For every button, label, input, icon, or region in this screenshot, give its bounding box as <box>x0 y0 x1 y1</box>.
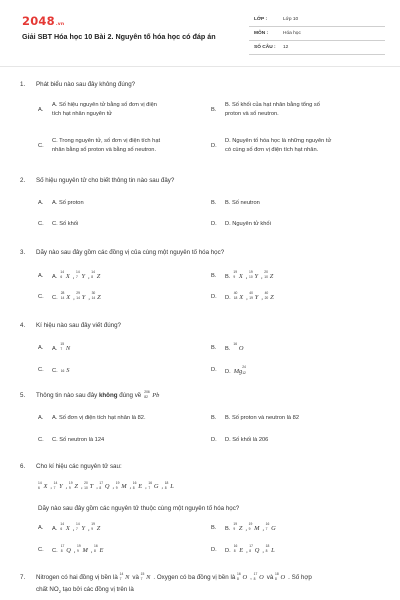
nuclide-symbol <box>249 524 260 533</box>
element-symbol: Y <box>254 294 259 301</box>
atomic-number: 8 <box>99 486 102 491</box>
nuclide-symbol <box>84 483 93 490</box>
option-prefix: C. <box>52 295 58 301</box>
option-prefix: C. <box>52 368 58 374</box>
nuclide-symbol <box>77 546 88 555</box>
nuclide-symbol <box>76 293 85 302</box>
element-symbol: Q <box>66 547 71 554</box>
nuclide-list: 19 9 X , 19 10 Y , 20 10 Z <box>233 270 274 280</box>
option-label: B. <box>211 345 217 351</box>
atomic-number: 7 <box>265 527 268 532</box>
page-title: Giải SBT Hóa học 10 Bài 2. Nguyên tố hóa học có đáp án <box>22 32 216 41</box>
option-prefix: B. <box>225 346 231 352</box>
option-text: nhân bằng số proton và bằng số neutron. <box>52 147 157 153</box>
meta-key: SỐ CÂU : <box>254 45 276 50</box>
element-symbol: O <box>238 345 244 352</box>
element-symbol: O <box>242 574 248 581</box>
element-symbol: X <box>43 483 48 490</box>
atomic-number: 8 <box>91 275 94 280</box>
element-symbol: Z <box>96 525 101 532</box>
mass-number: 24 <box>242 365 246 369</box>
option-label: D. <box>211 367 217 373</box>
nuclide <box>60 342 73 352</box>
mass-number: 20 <box>84 481 88 485</box>
nuclide-symbol <box>234 293 243 302</box>
logo-tld: .vn <box>55 21 65 27</box>
option-prefix: D. <box>225 369 231 375</box>
q6-nuclide-list <box>38 483 177 490</box>
option-label: A. <box>38 200 44 206</box>
element-symbol: Q <box>104 483 110 490</box>
atomic-number: 8 <box>132 486 135 491</box>
element-symbol: Z <box>270 294 274 301</box>
element-symbol: Q <box>254 547 260 554</box>
nuclide-symbol <box>141 574 151 581</box>
mass-number: 16 <box>233 544 238 548</box>
atomic-number: 6 <box>60 275 63 280</box>
atomic-number: 7 <box>119 577 122 582</box>
question-text: Phát biểu nào sau đây không đúng? <box>36 81 136 88</box>
question-text: chất NO <box>36 586 59 593</box>
nuclide-symbol <box>69 483 78 490</box>
option-label: C. <box>38 437 44 443</box>
option-label: D. <box>211 221 217 227</box>
question-number: 2. <box>20 177 26 184</box>
nuclide-symbol <box>249 293 258 302</box>
mass-number: 14 <box>60 522 65 526</box>
nuclide-symbol <box>249 546 259 555</box>
nuclide <box>233 342 246 352</box>
nuclide-symbol <box>233 344 243 353</box>
element-symbol: Z <box>238 525 243 532</box>
element-symbol: G <box>153 483 159 490</box>
atomic-number: 9 <box>77 549 79 554</box>
mass-number: 29 <box>76 291 80 295</box>
option-text: B. Số neutron <box>225 200 260 206</box>
option-prefix: D. <box>225 548 231 554</box>
mass-number: 16 <box>233 342 238 346</box>
mass-number: 19 <box>233 270 238 274</box>
nuclide-symbol <box>275 574 285 581</box>
option-text: D. Số khối là 206 <box>225 437 269 443</box>
option-text: có cùng số đơn vị điện tích hạt nhân. <box>225 147 319 153</box>
nuclide-symbol <box>120 574 130 581</box>
question-text: Kí hiệu nào sau đây viết đúng? <box>36 322 121 329</box>
nuclide-list: 19 9 Z , 19 9 M , 16 7 G <box>233 522 276 532</box>
option-label: A. <box>38 415 44 421</box>
atomic-number: 14 <box>76 296 80 301</box>
nuclide-symbol <box>265 293 274 302</box>
option-label: A. <box>38 525 44 531</box>
atomic-number: 8 <box>164 486 167 491</box>
question-7-line-2 <box>36 586 134 594</box>
element-symbol: Y <box>81 294 86 301</box>
nuclide-list: 17 8 Q , 19 9 M , 16 8 E <box>60 544 104 554</box>
option-label: C. <box>38 547 44 553</box>
atomic-number: 19 <box>249 296 253 301</box>
question-text: tạo bởi các đồng vị trên là <box>60 586 134 593</box>
question-number: 3. <box>20 249 26 256</box>
nuclide-symbol <box>249 272 258 281</box>
option-text: C. Số neutron là 124 <box>52 437 105 443</box>
atomic-number: 8 <box>249 549 252 554</box>
nuclide-list: 40 18 X , 40 19 Y , 40 20 Z <box>233 291 274 301</box>
option-prefix: B. <box>225 526 231 532</box>
mass-number: 14 <box>38 481 42 485</box>
option-text: C. Trong nguyên tử, số đơn vị điện tích hạt <box>52 138 161 144</box>
mass-number: 14 <box>75 270 80 274</box>
element-symbol: S <box>66 367 70 374</box>
question-4 <box>20 322 121 329</box>
option-label: B. <box>211 415 217 421</box>
option-label: A. <box>38 345 44 351</box>
element-symbol: X <box>65 525 70 532</box>
option-label: D. <box>211 547 217 553</box>
question-text: Nitrogen có hai đồng vị bền là <box>36 574 118 581</box>
atomic-number: 14 <box>60 296 65 301</box>
question-text: Dãy nào sau đây gồm các nguyên tử thuộc cùng một nguyên tố hóa học? <box>38 505 240 512</box>
element-symbol: O <box>259 574 264 581</box>
element-symbol: Y <box>59 483 63 490</box>
mass-number: 18 <box>265 544 270 548</box>
mass-number: 18 <box>164 481 169 485</box>
element-symbol: Y <box>254 273 259 280</box>
mass-number: 30 <box>91 291 96 295</box>
element-symbol: Y <box>81 525 86 532</box>
mass-number: 19 <box>91 522 95 526</box>
option-text: D. Nguyên tử khối <box>225 221 271 227</box>
logo-brand: 2048 <box>22 14 55 28</box>
mass-number: 14 <box>75 522 80 526</box>
question-text: , <box>250 574 252 581</box>
question-text: Thông tin nào sau đây <box>36 392 99 399</box>
atomic-number: 16 <box>60 369 65 374</box>
nuclide-symbol <box>91 524 100 533</box>
atomic-number: 8 <box>275 577 277 582</box>
nuclide-symbol <box>54 483 63 490</box>
nuclide-list: 14 6 X , 14 7 Y , 19 9 Z <box>60 522 101 532</box>
question-3 <box>20 249 224 256</box>
option-prefix: C. <box>52 548 58 554</box>
element-symbol: M <box>254 525 260 532</box>
option-text: proton và số neutron. <box>225 111 279 117</box>
option-label: A. <box>38 273 44 279</box>
element-symbol: M <box>82 547 88 554</box>
question-text: đúng về <box>117 392 142 399</box>
option-text: A. Số hiệu nguyên tử bằng số đơn vị điện <box>52 102 157 108</box>
mass-number: 19 <box>248 270 253 274</box>
element-symbol: L <box>271 547 275 554</box>
mass-number: 28 <box>60 291 65 295</box>
option-label: B. <box>211 200 217 206</box>
atomic-number: 8 <box>60 549 63 554</box>
mass-number: 14 <box>53 481 58 485</box>
nuclide-symbol <box>61 293 70 302</box>
option-label: D. <box>211 294 217 300</box>
element-symbol: N <box>65 345 71 352</box>
element-symbol: Y <box>81 273 86 280</box>
mass-number: 40 <box>264 291 269 295</box>
question-text: Dãy nào sau đây gồm các đồng vị của cùng một nguyên tố hóa học? <box>36 249 225 256</box>
question-number: 7. <box>20 574 26 581</box>
nuclide-symbol <box>234 546 243 555</box>
nuclide <box>61 367 73 374</box>
atomic-number: 7 <box>60 347 63 352</box>
atomic-number: 18 <box>233 296 238 301</box>
mass-number: 16 <box>132 481 137 485</box>
nuclide <box>141 574 154 581</box>
q6-prompt <box>38 505 239 512</box>
nuclide-list: 28 14 X , 29 14 Y , 30 14 Z <box>60 291 101 301</box>
option-prefix: A. <box>52 526 58 532</box>
nuclide-symbol <box>266 524 276 533</box>
option-label: C. <box>38 294 44 300</box>
question-text: . Số hợp <box>288 574 312 581</box>
question-5 <box>20 392 162 399</box>
mass-number: 17 <box>99 481 104 485</box>
atomic-number: 6 <box>38 486 40 491</box>
option-label: D. <box>211 143 217 149</box>
element-symbol: X <box>239 294 244 301</box>
question-7 <box>20 574 312 581</box>
nuclide <box>120 574 133 581</box>
nuclide-symbol <box>92 293 101 302</box>
nuclide-symbol <box>233 272 242 281</box>
nuclide-symbol <box>165 483 174 490</box>
option-label: C. <box>38 221 44 227</box>
atomic-number: 9 <box>68 486 71 491</box>
atomic-number: 8 <box>94 549 96 554</box>
nuclide-symbol <box>116 483 127 490</box>
option-prefix: D. <box>225 295 231 301</box>
atomic-number: 6 <box>60 527 63 532</box>
mass-number: 19 <box>233 522 238 526</box>
atomic-number: 20 <box>264 296 269 301</box>
nuclide-symbol <box>99 483 109 490</box>
question-number: 1. <box>20 81 26 88</box>
atomic-number: 10 <box>264 275 268 280</box>
nuclide-list: 14 6 X , 14 7 Y , 14 8 Z <box>60 270 101 280</box>
mass-number: 20 <box>264 270 268 274</box>
mass-number: 40 <box>233 291 238 295</box>
element-symbol: N <box>125 574 130 581</box>
atomic-number: 9 <box>233 527 236 532</box>
mass-number: 17 <box>253 572 258 576</box>
question-number: 5. <box>20 392 26 399</box>
mass-number: 16 <box>148 481 153 485</box>
nuclide <box>275 574 288 581</box>
option-label: B. <box>211 107 217 113</box>
element-symbol: Z <box>269 273 274 280</box>
atomic-number: 9 <box>233 275 236 280</box>
nuclide-symbol <box>60 524 69 533</box>
element-symbol: L <box>170 483 174 490</box>
option-label: B. <box>211 273 217 279</box>
atomic-number: 8 <box>265 549 268 554</box>
question-text: và <box>132 574 139 581</box>
element-symbol: X <box>238 273 243 280</box>
question-number: 6. <box>20 463 26 470</box>
element-symbol: Z <box>74 483 78 490</box>
mass-number: 17 <box>249 544 253 548</box>
question-text: Cho kí hiệu các nguyên tử sau: <box>36 463 122 470</box>
atomic-number: 7 <box>140 577 143 582</box>
mass-number: 16 <box>237 572 241 576</box>
nuclide-symbol <box>264 272 273 281</box>
element-symbol: N <box>146 574 151 581</box>
meta-value: Hóa học <box>283 31 301 36</box>
nuclide <box>254 574 267 581</box>
mass-number: 16 <box>94 544 98 548</box>
option-prefix: B. <box>225 274 231 280</box>
option-label: C. <box>38 143 44 149</box>
option-label: B. <box>211 525 217 531</box>
nuclide <box>144 392 162 399</box>
option-label: D. <box>211 437 217 443</box>
nuclide-symbol <box>61 366 70 375</box>
question-1 <box>20 81 135 88</box>
mass-number: 16 <box>265 522 270 526</box>
option-prefix: A. <box>52 346 58 352</box>
element-symbol: T <box>89 483 94 490</box>
atomic-number: 10 <box>84 486 88 491</box>
mass-number: 19 <box>115 481 120 485</box>
element-symbol: O <box>280 574 286 581</box>
atomic-number: 9 <box>115 486 118 491</box>
nuclide-symbol <box>94 546 103 555</box>
atomic-number: 12 <box>242 371 246 375</box>
mass-number: 206 <box>144 390 150 394</box>
meta-value: 12 <box>283 45 289 50</box>
subscript: 2 <box>58 589 61 595</box>
element-symbol: M <box>121 483 127 490</box>
question-text-emphasis: không <box>98 392 118 399</box>
atomic-number: 7 <box>75 275 78 280</box>
option-text: tích hạt nhân nguyên tử <box>52 111 113 117</box>
mass-number: 17 <box>60 544 65 548</box>
atomic-number: 8 <box>237 577 239 582</box>
atomic-number: 10 <box>248 275 253 280</box>
element-symbol: E <box>99 547 104 554</box>
element-symbol: X <box>65 273 70 280</box>
option-text: A. Số đơn vị điện tích hạt nhân là 82. <box>52 415 146 421</box>
element-symbol: Mg <box>233 368 243 375</box>
option-text: B. Số proton và neutron là 82 <box>225 415 299 421</box>
mass-number: 14 <box>91 270 95 274</box>
element-symbol: Z <box>96 273 101 280</box>
question-text: và <box>266 574 274 581</box>
atomic-number: 8 <box>233 549 236 554</box>
atomic-number: 7 <box>53 486 56 491</box>
option-text: C. Số khối <box>52 221 79 227</box>
nuclide-symbol <box>76 272 85 281</box>
nuclide-symbol <box>254 574 264 581</box>
meta-key: LỚP : <box>254 17 268 22</box>
nuclide-symbol <box>76 524 85 533</box>
mass-number: 19 <box>77 544 81 548</box>
question-number: 4. <box>20 322 26 329</box>
option-label: C. <box>38 367 44 373</box>
mass-number: 14 <box>60 270 65 274</box>
nuclide-symbol <box>60 272 69 281</box>
nuclide-symbol <box>133 483 142 490</box>
mass-number: 15 <box>60 342 65 346</box>
nuclide-list: 16 8 E , 17 8 Q , 18 8 L <box>233 544 275 554</box>
option-text: B. Số khối của hạt nhân bằng tổng số <box>225 102 320 108</box>
nuclide-symbol <box>61 546 71 555</box>
element-symbol: X <box>66 294 71 301</box>
option-label: A. <box>38 107 44 113</box>
question-6 <box>20 463 122 470</box>
element-symbol: Pb <box>152 392 160 399</box>
nuclide-list: 14 6 X , 14 7 Y , 19 9 Z , 20 10 T , 17 8 Q , 19 9 M , 16 8 E , 16 7 G , 18 8 L <box>38 481 174 491</box>
atomic-number: 7 <box>75 527 78 532</box>
nuclide <box>237 574 250 581</box>
mass-number: 19 <box>248 522 253 526</box>
nuclide-symbol <box>144 392 159 399</box>
nuclide-symbol <box>266 546 275 555</box>
option-text: A. Số proton <box>52 200 84 206</box>
atomic-number: 82 <box>144 395 148 400</box>
meta-key: MÔN : <box>254 31 269 36</box>
nuclide-symbol <box>237 574 247 581</box>
question-text: . Oxygen có ba đồng vị bền là <box>153 574 236 581</box>
option-prefix: A. <box>52 274 58 280</box>
mass-number: 18 <box>275 572 279 576</box>
mass-number: 14 <box>119 572 124 576</box>
mass-number: 15 <box>140 572 145 576</box>
element-symbol: E <box>239 547 244 554</box>
question-2 <box>20 177 174 184</box>
nuclide-symbol <box>233 524 242 533</box>
atomic-number: 9 <box>248 527 251 532</box>
element-symbol: Z <box>97 294 101 301</box>
nuclide-symbol <box>148 483 158 490</box>
atomic-number: 8 <box>253 577 256 582</box>
atomic-number: 14 <box>91 296 96 301</box>
element-symbol: E <box>138 483 143 490</box>
atomic-number: 9 <box>91 527 94 532</box>
nuclide-symbol <box>60 344 70 353</box>
mass-number: 40 <box>249 291 253 295</box>
nuclide-symbol <box>38 483 47 490</box>
option-text: D. Nguyên tố hóa học là những nguyên tử <box>225 138 332 144</box>
nuclide-symbol <box>91 272 100 281</box>
question-text: Số hiệu nguyên tử cho biết thông tin nào sau đây? <box>36 177 175 184</box>
element-symbol: G <box>271 525 276 532</box>
mass-number: 19 <box>68 481 73 485</box>
meta-value: Lớp 10 <box>283 17 299 22</box>
atomic-number: 7 <box>148 486 151 491</box>
